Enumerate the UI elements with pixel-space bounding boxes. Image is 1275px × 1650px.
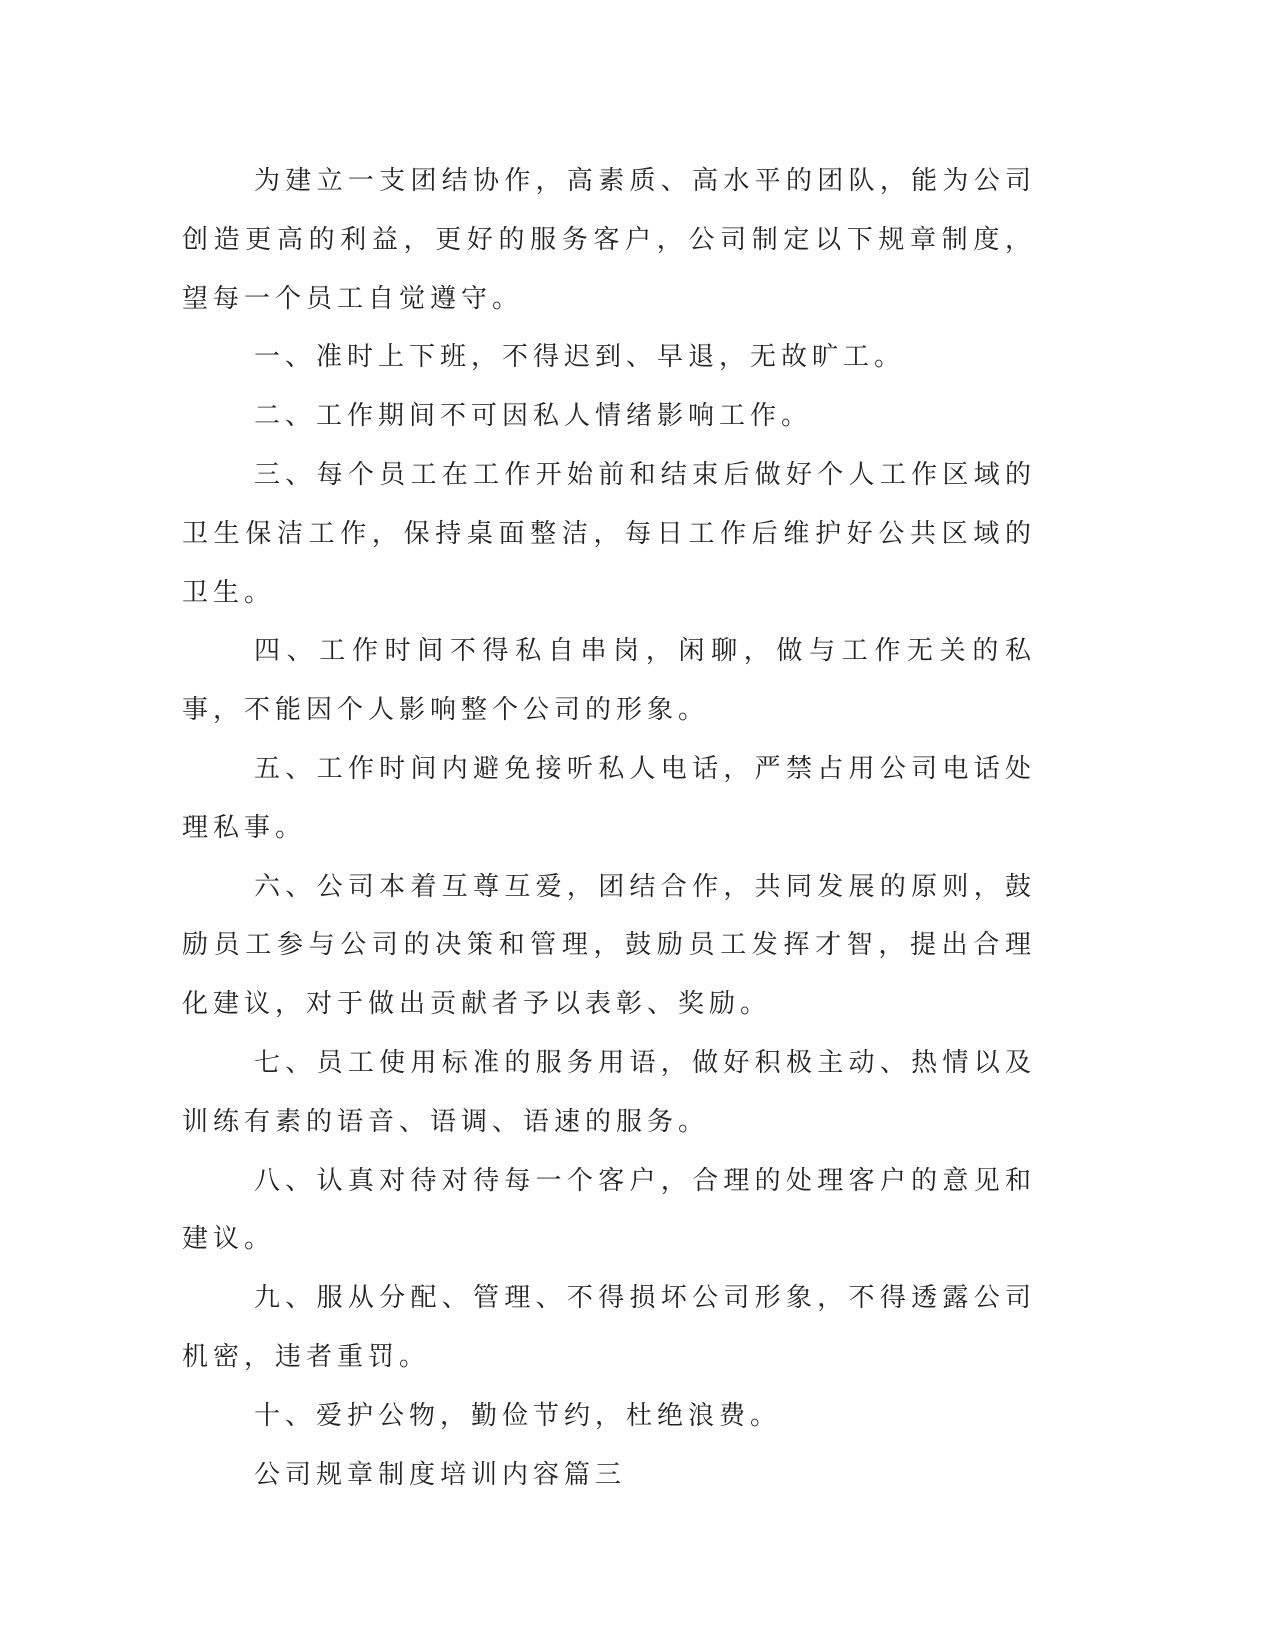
rule-8-paragraph: 八、认真对待对待每一个客户，合理的处理客户的意见和建议。 bbox=[182, 1165, 1036, 1255]
intro-paragraph: 为建立一支团结协作，高素质、高水平的团队，能为公司创造更高的利益，更好的服务客户，公司制定以下规章制度，望每一个员工自觉遵守。 bbox=[182, 166, 1036, 314]
document-body bbox=[182, 152, 1036, 1504]
rule-7-paragraph: 七、员工使用标准的服务用语，做好积极主动、热情以及训练有素的语音、语调、语速的服务。 bbox=[182, 1047, 1036, 1137]
rule-4-paragraph: 四、工作时间不得私自串岗，闲聊，做与工作无关的私事，不能因个人影响整个公司的形象。 bbox=[182, 636, 1036, 726]
rule-6-paragraph: 六、公司本着互尊互爱，团结合作，共同发展的原则，鼓励员工参与公司的决策和管理，鼓励员工发挥才智，提出合理化建议，对于做出贡献者予以表彰、奖励。 bbox=[182, 871, 1036, 1020]
rule-9-paragraph: 九、服从分配、管理、不得损坏公司形象，不得透露公司机密，违者重罚。 bbox=[182, 1283, 1036, 1372]
rule-10-paragraph: 十、爱护公物，勤俭节约，杜绝浪费。 bbox=[254, 1400, 782, 1431]
rule-1-paragraph: 一、准时上下班，不得迟到、早退，无故旷工。 bbox=[254, 342, 906, 373]
rule-3-paragraph: 三、每个员工在工作开始前和结束后做好个人工作区域的卫生保洁工作，保持桌面整洁，每日工作后维护好公共区域的卫生。 bbox=[182, 459, 1036, 608]
rule-2-paragraph: 二、工作期间不可因私人情绪影响工作。 bbox=[254, 401, 813, 432]
section-heading: 公司规章制度培训内容篇三 bbox=[254, 1459, 627, 1490]
rule-5-paragraph: 五、工作时间内避免接听私人电话，严禁占用公司电话处理私事。 bbox=[182, 753, 1036, 843]
